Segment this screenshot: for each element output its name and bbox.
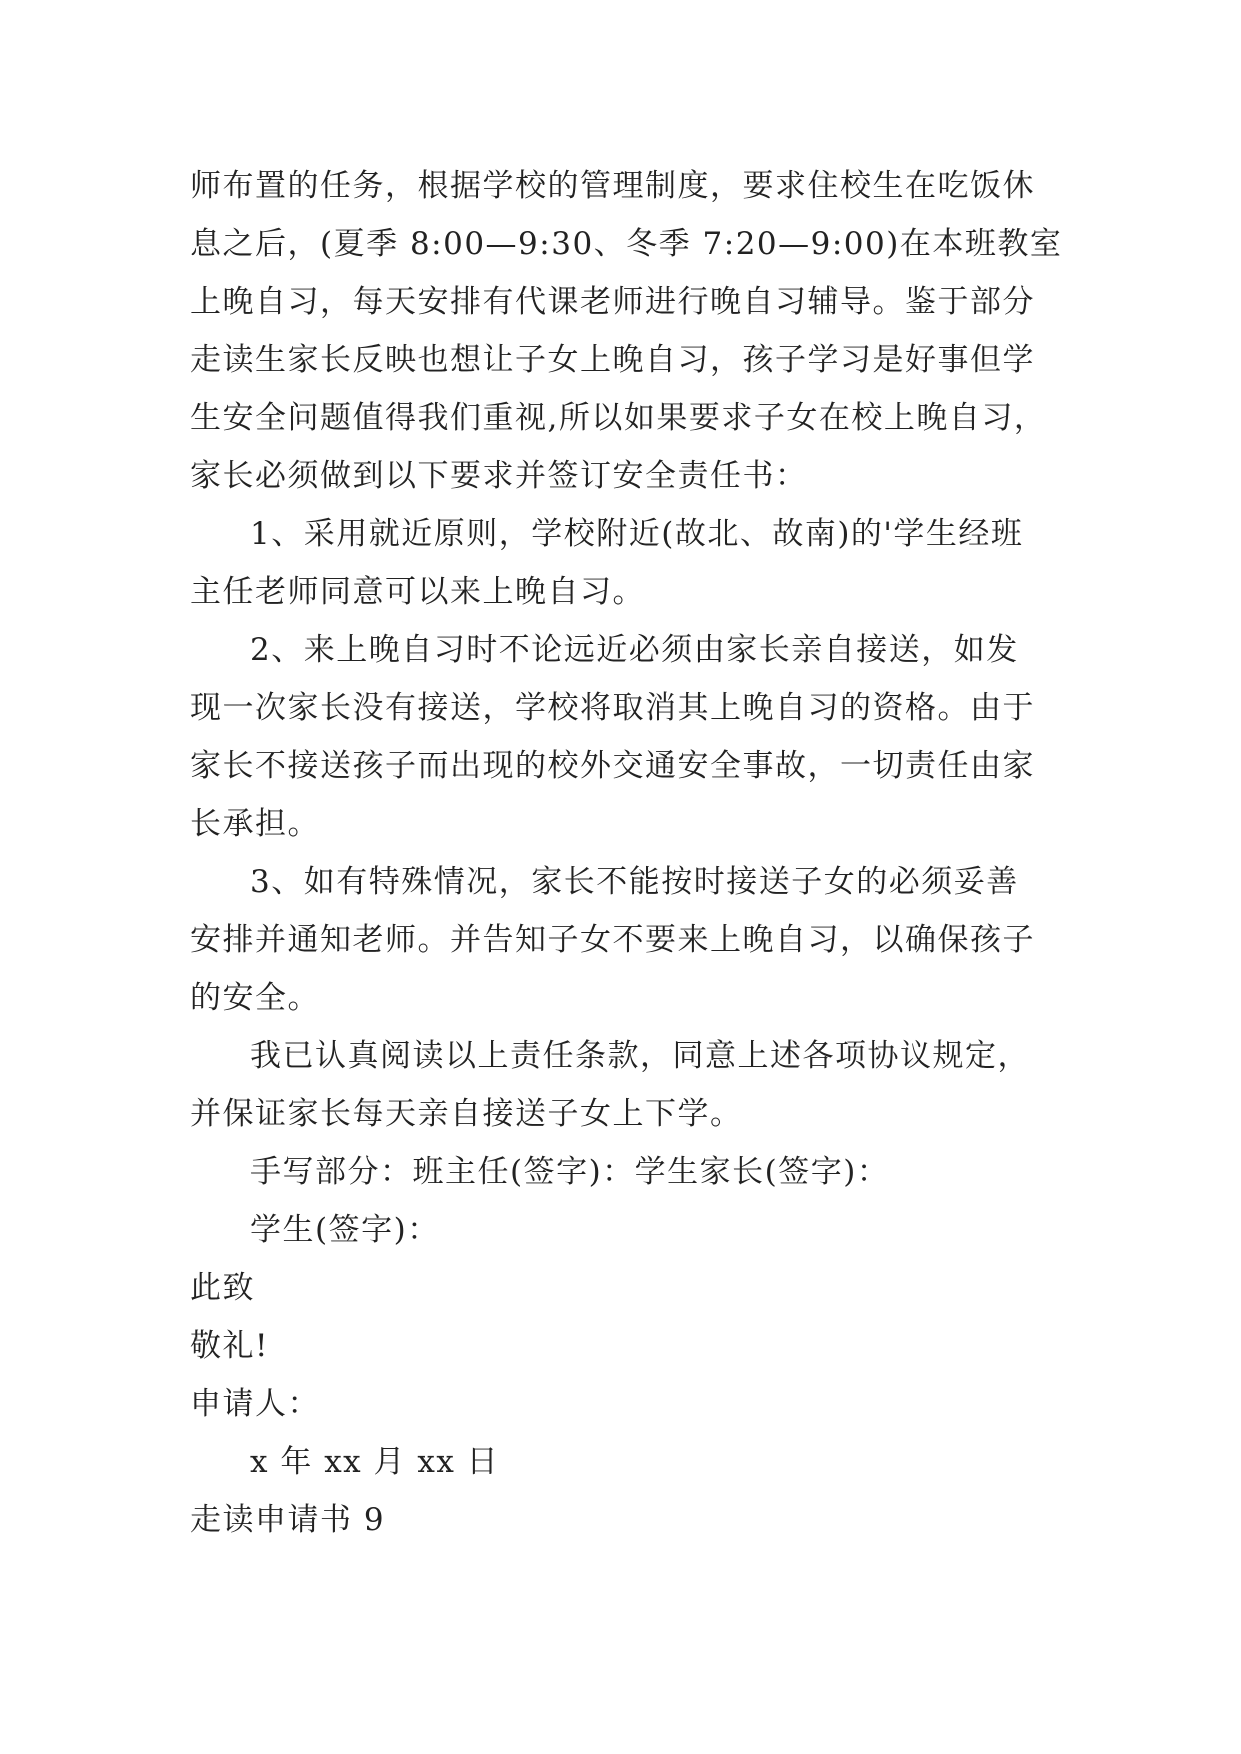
body-text-line: 家长不接送孩子而出现的校外交通安全事故，一切责任由家 [190, 748, 1035, 784]
body-text-line: 并保证家长每天亲自接送子女上下学。 [190, 1096, 743, 1132]
section-title: 走读申请书 9 [190, 1502, 386, 1538]
student-signature-label: 学生(签字)： [250, 1212, 440, 1248]
applicant-label: 申请人： [190, 1386, 320, 1422]
body-text-line: 家长必须做到以下要求并签订安全责任书： [190, 458, 808, 494]
body-text-line: 现一次家长没有接送，学校将取消其上晚自习的资格。由于 [190, 690, 1035, 726]
agreement-text: 我已认真阅读以上责任条款，同意上述各项协议规定， [250, 1038, 1030, 1074]
body-text-line: 长承担。 [190, 806, 320, 842]
body-text-line: 安排并通知老师。并告知子女不要来上晚自习，以确保孩子 [190, 922, 1035, 958]
clause-2-text: 2、来上晚自习时不论远近必须由家长亲自接送，如发 [250, 632, 1019, 668]
closing-salutation: 此致 [190, 1270, 255, 1306]
date-line: x 年 xx 月 xx 日 [250, 1444, 500, 1480]
closing-regards: 敬礼! [190, 1328, 269, 1364]
body-text-line: 生安全问题值得我们重视,所以如果要求子女在校上晚自习， [190, 400, 1047, 436]
body-text-line: 主任老师同意可以来上晚自习。 [190, 574, 645, 610]
body-text-line: 息之后，(夏季 8:00—9:30、冬季 7:20—9:00)在本班教室 [190, 226, 1063, 262]
body-text-line: 走读生家长反映也想让子女上晚自习，孩子学习是好事但学 [190, 342, 1035, 378]
body-text-line: 的安全。 [190, 980, 320, 1016]
signature-section-label: 手写部分：班主任(签字)：学生家长(签字)： [250, 1154, 890, 1190]
body-text-line: 上晚自习，每天安排有代课老师进行晚自习辅导。鉴于部分 [190, 284, 1035, 320]
body-text-line: 师布置的任务，根据学校的管理制度，要求住校生在吃饭休 [190, 168, 1035, 204]
clause-3-text: 3、如有特殊情况，家长不能按时接送子女的必须妥善 [250, 864, 1019, 900]
clause-1-text: 1、采用就近原则，学校附近(故北、故南)的'学生经班 [250, 516, 1024, 552]
